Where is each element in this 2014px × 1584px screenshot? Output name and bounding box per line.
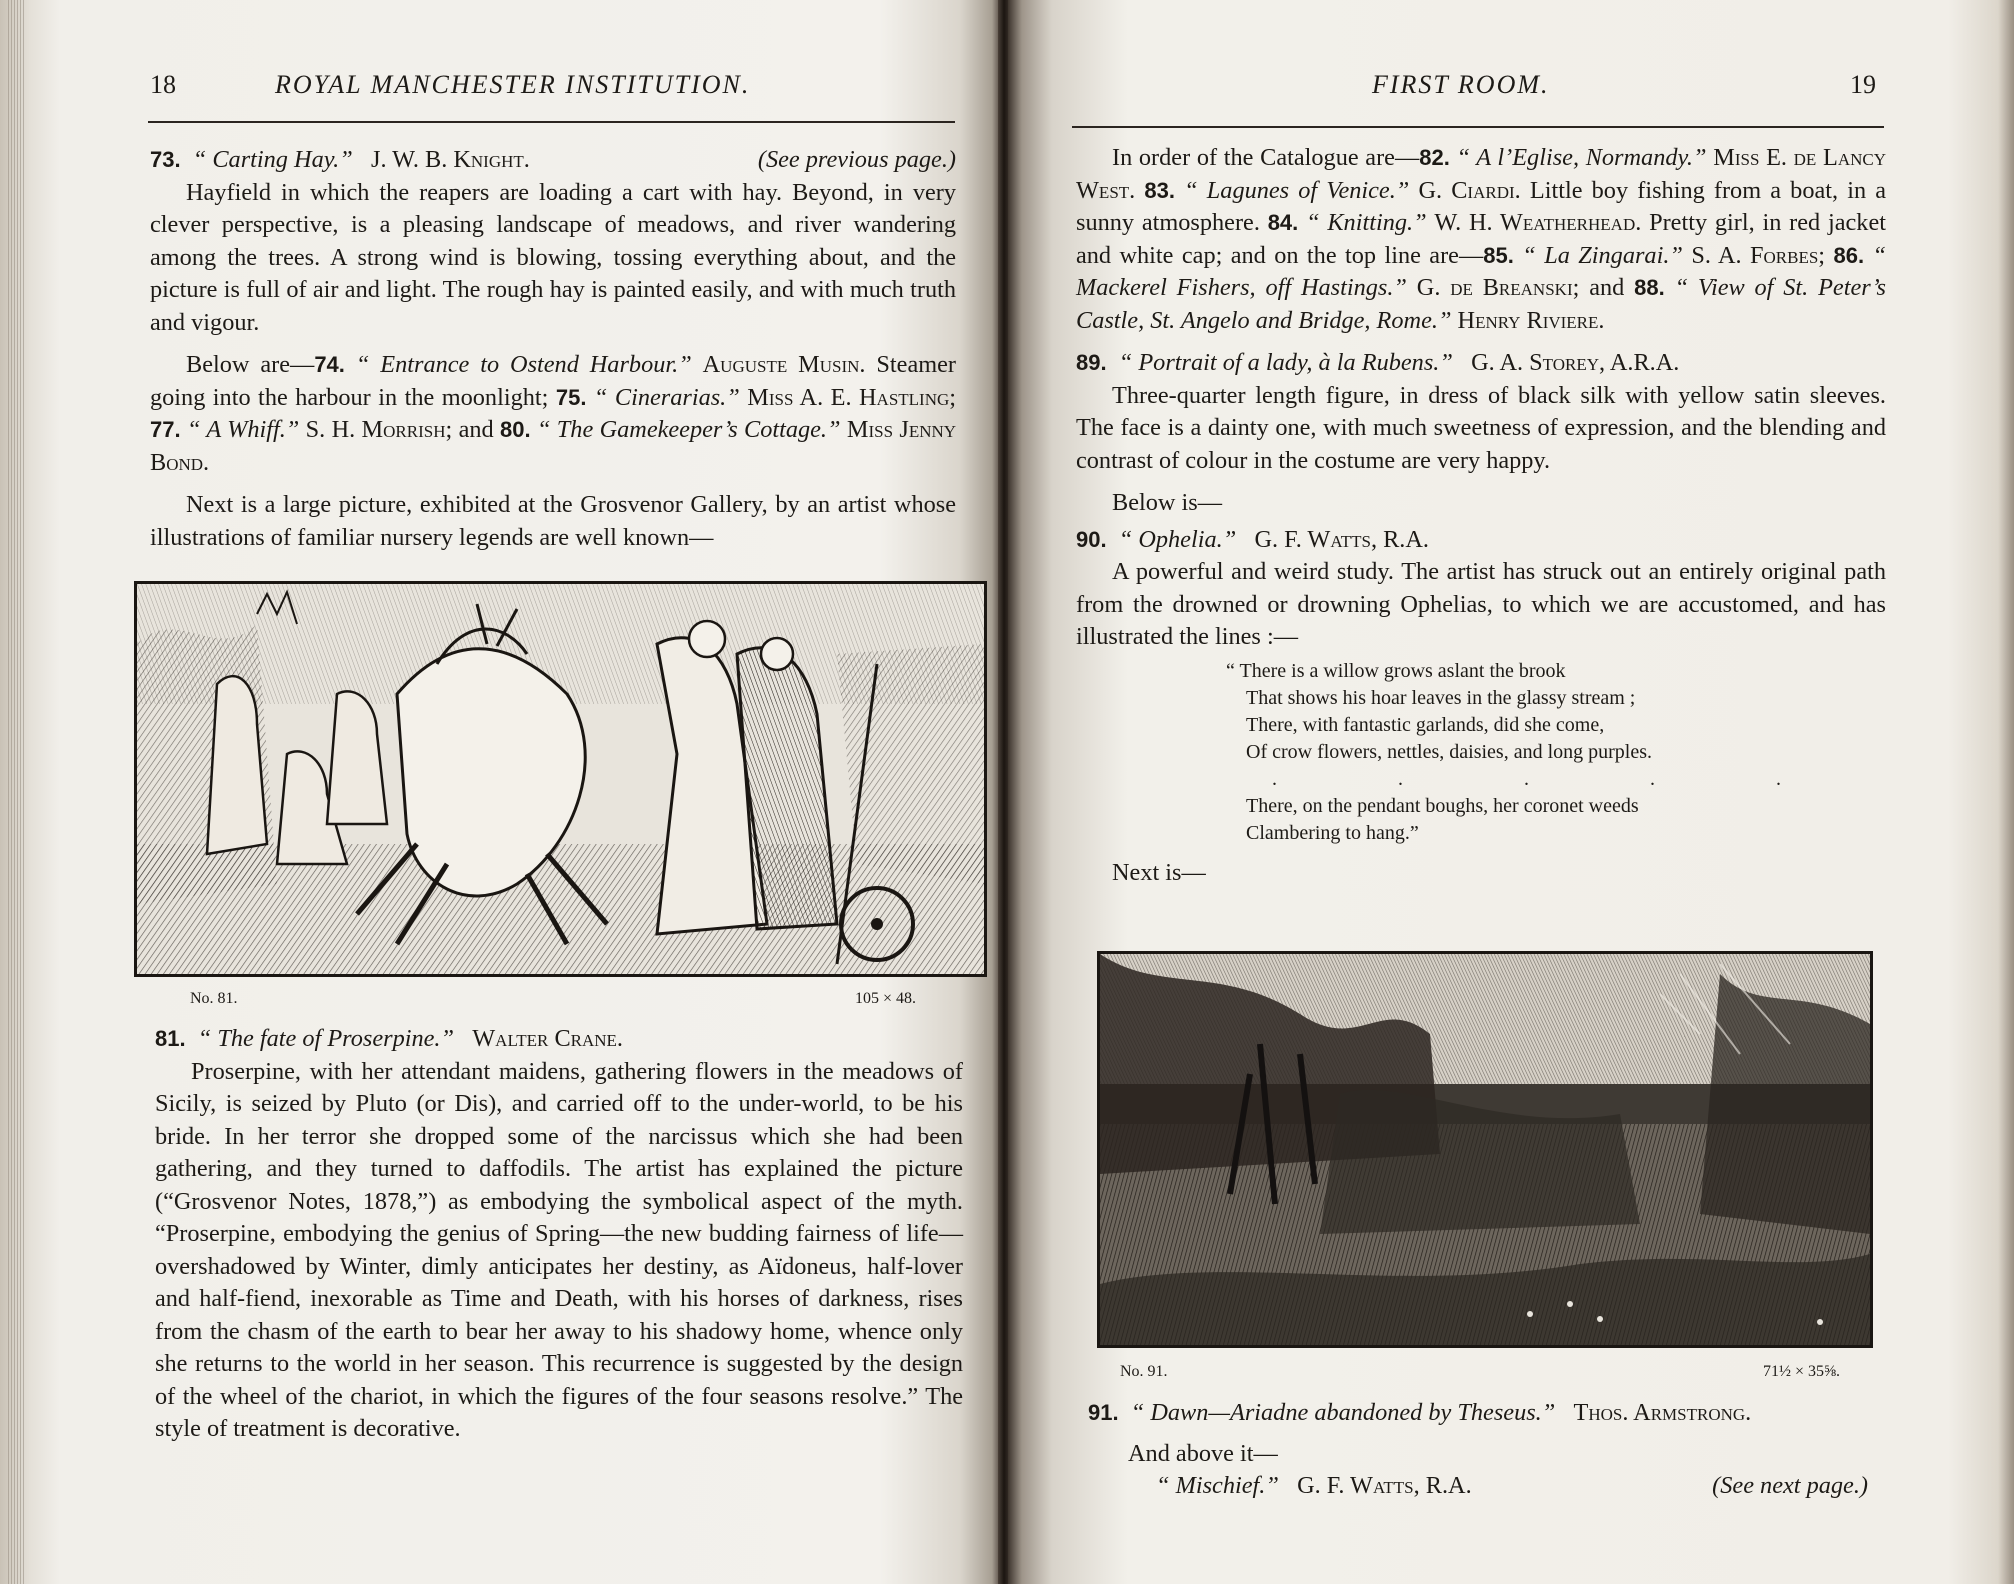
entry-artist: Auguste Musin. — [702, 351, 866, 378]
right-header — [1008, 66, 2014, 106]
below-paragraph — [150, 349, 956, 479]
entry-artist: Miss E. de Lancy West. — [1076, 144, 1887, 204]
entry-73-description: Hayfield in which the reapers are loading a cart with hay. Beyond, in very clever perspective, is a pleasing landscape of meadows, and river wandering among the trees. A strong wind is blowing, tossing everything about, and the picture is full of air and light. The rough hay is painted easily, and with much truth and vigour. — [150, 178, 956, 336]
right-text-top — [1076, 142, 1886, 889]
mischief-entry — [1088, 1470, 1868, 1503]
entry-artist: Thos. Armstrong. — [1573, 1399, 1752, 1426]
entry-artist: W. H. Weatherhead. — [1434, 209, 1642, 236]
proserpine-engraving — [134, 581, 987, 977]
poem-line: Clambering to hang.” — [1246, 821, 1419, 844]
entry-number: 81. — [155, 1026, 186, 1051]
entry-artist: G. de Breanski; — [1416, 274, 1580, 301]
header-rule-left — [148, 121, 955, 123]
figure-91-number: No. 91. — [1120, 1363, 1168, 1380]
entry-title: “ Knitting.” — [1306, 209, 1427, 236]
entry-note: (See next page.) — [1712, 1472, 1868, 1499]
page-edges — [8, 0, 26, 1584]
engraving-image — [137, 584, 984, 974]
entry-title: “ A Whiff.” — [186, 416, 300, 443]
entry-title: “ The Gamekeeper’s Cottage.” — [536, 416, 841, 443]
entry-89-description: Three-quarter length figure, in dress of black silk with yellow satin sleeves. The face is a dainty one, with much sweetness of expression, and the blending and contrast of colour in the costume are very happy. — [1076, 381, 1886, 474]
entry-81-heading — [155, 1023, 963, 1056]
next-is: Next is— — [1112, 858, 1206, 886]
entry-number: 91. — [1088, 1400, 1119, 1425]
entry-title: “ A l’Eglise, Normandy.” — [1456, 144, 1707, 171]
entry-artist: Miss A. E. Hastling; — [747, 383, 957, 411]
entry-90-heading — [1076, 524, 1886, 557]
entry-91-heading — [1088, 1397, 1868, 1430]
ophelia-quotation — [1226, 658, 1886, 847]
left-text-top — [150, 144, 956, 554]
entry-title: “ Carting Hay.” — [192, 146, 353, 173]
poem-line: “ There is a willow grows aslant the brook — [1226, 659, 1566, 682]
entry-title: “ Lagunes of Venice.” — [1184, 176, 1410, 204]
entry-note: (See previous page.) — [757, 146, 956, 173]
entry-description: Steamer going into the harbour in the moonlight; — [150, 351, 957, 411]
entry-number: 77. — [150, 417, 181, 442]
ariadne-engraving — [1097, 951, 1873, 1348]
entry-title: “ Mischief.” — [1156, 1472, 1279, 1499]
entry-artist: J. W. B. Knight. — [370, 146, 530, 173]
entry-artist: S. A. Forbes; — [1691, 241, 1826, 269]
and-above: And above it— — [1128, 1439, 1278, 1467]
next-paragraph: Next is a large picture, exhibited at the Grosvenor Gallery, by an artist whose illustrations of familiar nursery legends are well known— — [150, 491, 956, 551]
entry-title: “ View of St. Peter’s Castle, St. Angelo and Bridge, Rome.” — [1076, 274, 1887, 334]
entry-number: 82. — [1419, 145, 1450, 170]
entry-title: “ Entrance to Ostend Harbour.” — [355, 351, 692, 378]
entry-number: 85. — [1483, 242, 1514, 268]
catalogue-paragraph — [1076, 142, 1886, 337]
entry-number: 74. — [314, 352, 345, 377]
header-rule-right — [1072, 126, 1884, 128]
right-page — [1008, 0, 2014, 1584]
entry-title: “ Ophelia.” — [1118, 525, 1237, 553]
entry-artist: Walter Crane. — [472, 1025, 624, 1052]
entry-73-heading — [150, 144, 956, 177]
entry-description: Pretty girl, in red jacket and white cap; and on the top line are— — [1076, 209, 1886, 269]
entry-81-description: Proserpine, with her attendant maidens, gathering flowers in the meadows of Sicily, is seized by Pluto (or Dis), and carried off to the under-world, to be his bride. In her terror she dropped some of the narcissus which she had been gathering, and they turned to daffodils. The artist has explained the picture (“Grosvenor Notes, 1878,”) as embodying the symbolical aspect of the myth. “Proserpine, embodying the genius of Spring—the new budding fairness of life—overshadowed by Winter, dimly anticipates her destiny, as Aïdoneus, half-lover and half-fiend, inexorable as Time and Death, with his horses of darkness, rises from the chasm of the earth to bear her away to his shadowy home, whence only she returns to the world in her season. This recurrence is suggested by the design of the wheel of the chariot, in which the figures of the four seasons resolve.” The style of treatment is decorative. — [155, 1057, 963, 1442]
page-number-left: 18 — [150, 70, 176, 99]
lead-text: In order of the Catalogue are— — [1112, 144, 1420, 171]
figure-91-dimensions: 71½ × 35⅝. — [1763, 1363, 1841, 1380]
poem-line: Of crow flowers, nettles, daisies, and long purples. — [1246, 740, 1653, 763]
entry-number: 86. — [1833, 242, 1865, 268]
figure-81-dimensions: 105 × 48. — [855, 990, 917, 1007]
poem-line: There, on the pendant boughs, her coronet weeds — [1246, 794, 1639, 817]
entry-number: 83. — [1144, 177, 1175, 203]
left-header — [0, 66, 1000, 106]
entry-89-heading — [1076, 347, 1886, 380]
entry-90-description: A powerful and weird study. The artist has struck out an entirely original path from the drowned or drowning Ophelias, to which we are accustomed, and has illustrated the lines :— — [1076, 558, 1886, 650]
engraving-image — [1100, 954, 1870, 1345]
figure-81-number: No. 81. — [190, 990, 238, 1007]
left-text-bottom — [155, 1023, 963, 1446]
entry-number: 75. — [555, 384, 587, 410]
entry-title: “ The fate of Proserpine.” — [197, 1025, 454, 1052]
running-head-right: FIRST ROOM. — [1372, 70, 1550, 99]
entry-title: “ Dawn—Ariadne abandoned by Theseus.” — [1130, 1399, 1556, 1426]
entry-title: “ Cinerarias.” — [593, 383, 740, 411]
right-text-bottom — [1088, 1397, 1868, 1503]
page-number-right: 19 — [1850, 70, 1876, 99]
entry-number: 90. — [1076, 526, 1107, 552]
entry-number: 73. — [150, 147, 181, 172]
entry-title: “ La Zingarai.” — [1522, 241, 1683, 269]
entry-artist: G. F. Watts, R.A. — [1254, 525, 1430, 553]
entry-number: 89. — [1076, 350, 1107, 375]
connector: and — [1589, 274, 1625, 301]
below-is: Below is— — [1112, 489, 1223, 516]
entry-artist: Henry Riviere. — [1457, 306, 1605, 334]
entry-artist: Miss Jenny Bond. — [150, 416, 957, 476]
entry-artist: G. F. Watts, R.A. — [1297, 1472, 1472, 1499]
entry-number: 84. — [1267, 210, 1299, 235]
entry-number: 88. — [1634, 275, 1665, 300]
left-page — [0, 0, 1000, 1584]
poem-line: There, with fantastic garlands, did she come, — [1246, 713, 1605, 736]
entry-description: Little boy fishing from a boat, in a sunny atmosphere. — [1076, 176, 1887, 236]
entry-number: 80. — [500, 417, 531, 442]
entry-artist: G. A. Storey, A.R.A. — [1471, 349, 1680, 376]
lead-text: Below are— — [186, 351, 315, 378]
entry-title: “ Portrait of a lady, à la Rubens.” — [1118, 349, 1453, 376]
entry-artist: S. H. Morrish; — [305, 416, 453, 443]
entry-artist: G. Ciardi. — [1418, 176, 1521, 204]
connector: and — [458, 416, 494, 443]
poem-ellipsis: . . . . . — [1272, 767, 1839, 790]
entry-title: “ Mackerel Fishers, off Hastings.” — [1076, 241, 1886, 301]
poem-line: That shows his hoar leaves in the glassy stream ; — [1246, 686, 1636, 709]
running-head-left: ROYAL MANCHESTER INSTITUTION. — [275, 70, 751, 99]
